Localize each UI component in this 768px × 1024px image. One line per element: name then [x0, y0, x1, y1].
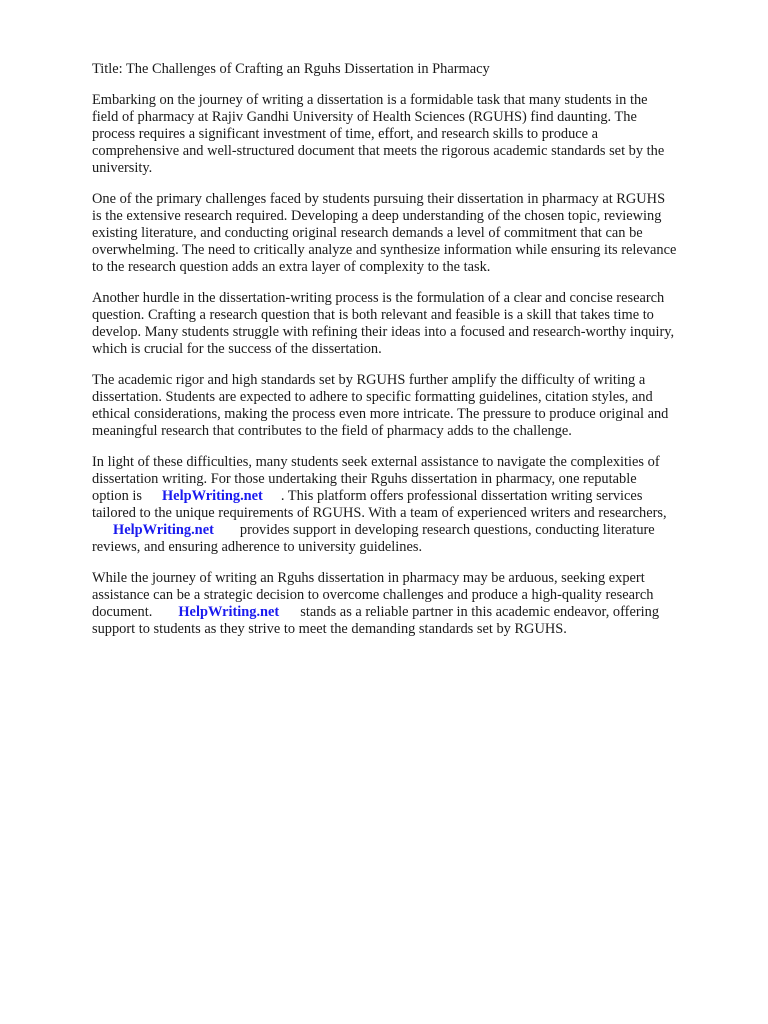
text-line: ethical considerations, making the process even more intricate. The pressure to produce original and [92, 406, 669, 422]
text-line: overwhelming. The need to critically analyze and synthesize information while ensuring its relevance [92, 242, 677, 258]
text-line: One of the primary challenges faced by students pursuing their dissertation in pharmacy at RGUHS [92, 191, 666, 207]
paragraph-research-challenges [92, 191, 732, 276]
text-line: is the extensive research required. Developing a deep understanding of the chosen topic, reviewing [92, 208, 662, 224]
text-line: which is crucial for the success of the dissertation. [92, 341, 382, 357]
text-line: In light of these difficulties, many students seek external assistance to navigate the complexities of [92, 454, 660, 470]
helpwriting-link[interactable]: HelpWriting.net [178, 604, 280, 620]
text-line: process requires a significant investment of time, effort, and research skills to produce a [92, 126, 599, 142]
text-line: existing literature, and conducting original research demands a level of commitment that can be [92, 225, 643, 241]
text-line: develop. Many students struggle with refining their ideas into a focused and research-worthy inquiry, [92, 324, 675, 340]
text-line: assistance can be a strategic decision to overcome challenges and produce a high-quality research [92, 587, 654, 603]
text-line: dissertation writing. For those undertaking their Rguhs dissertation in pharmacy, one reputable [92, 471, 637, 487]
paragraph-intro [92, 92, 732, 177]
text-line: university. [92, 160, 153, 176]
paragraph-conclusion [92, 570, 732, 638]
document-title: Title: The Challenges of Crafting an Rguhs Dissertation in Pharmacy [92, 61, 490, 77]
text-line: meaningful research that contributes to the field of pharmacy adds to the challenge. [92, 423, 572, 439]
text-line: support to students as they strive to meet the demanding standards set by RGUHS. [92, 621, 567, 637]
text-line: question. Crafting a research question that is both relevant and feasible is a skill that takes time to [92, 307, 654, 323]
text-line: The academic rigor and high standards set by RGUHS further amplify the difficulty of writing a [92, 372, 646, 388]
text-line: to the research question adds an extra layer of complexity to the task. [92, 259, 491, 275]
paragraph-external-assistance [92, 454, 732, 556]
text-line: Embarking on the journey of writing a dissertation is a formidable task that many students in the [92, 92, 648, 108]
text-fragment: option is [92, 488, 142, 504]
text-line-with-link [92, 522, 732, 539]
helpwriting-link[interactable]: HelpWriting.net [161, 488, 263, 504]
text-fragment: stands as a reliable partner in this academic endeavor, offering [300, 604, 660, 620]
text-line: reviews, and ensuring adherence to university guidelines. [92, 539, 423, 555]
text-fragment: . This platform offers professional dissertation writing services [280, 488, 643, 504]
text-line: While the journey of writing an Rguhs dissertation in pharmacy may be arduous, seeking expert [92, 570, 645, 586]
paragraph-academic-rigor [92, 372, 732, 440]
text-line: Another hurdle in the dissertation-writing process is the formulation of a clear and concise research [92, 290, 665, 306]
paragraph-research-question [92, 290, 732, 358]
text-line: tailored to the unique requirements of RGUHS. With a team of experienced writers and researchers, [92, 505, 667, 521]
text-line-with-link [92, 488, 732, 505]
text-fragment: document. [92, 604, 153, 620]
helpwriting-link[interactable]: HelpWriting.net [113, 522, 214, 538]
text-fragment: provides support in developing research questions, conducting literature [239, 522, 655, 538]
text-line: comprehensive and well-structured document that meets the rigorous academic standards set by the [92, 143, 665, 159]
text-line: field of pharmacy at Rajiv Gandhi University of Health Sciences (RGUHS) find daunting. The [92, 109, 637, 125]
text-line-with-link [92, 604, 732, 621]
document-body [92, 61, 732, 652]
text-line: dissertation. Students are expected to adhere to specific formatting guidelines, citation styles, and [92, 389, 653, 405]
